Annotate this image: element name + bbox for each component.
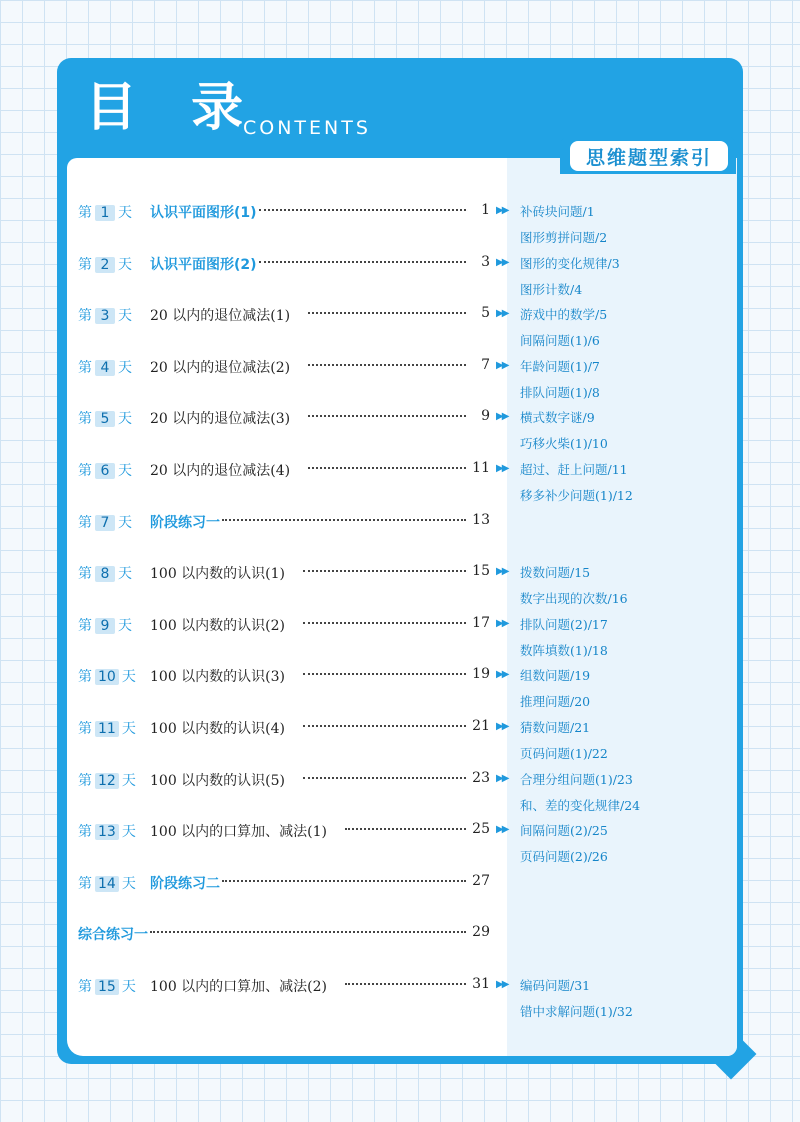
index-entry[interactable]: 超过、赶上问题/11 bbox=[520, 462, 628, 477]
day-prefix: 第 bbox=[78, 205, 92, 221]
day-prefix: 第 bbox=[78, 618, 92, 634]
day-suffix: 天 bbox=[118, 411, 132, 427]
day-suffix: 天 bbox=[118, 257, 132, 273]
index-entry[interactable]: 拨数问题/15 bbox=[520, 565, 591, 580]
toc-row[interactable] bbox=[0, 198, 800, 245]
page-number: 19 bbox=[472, 666, 490, 682]
toc-title[interactable]: 100 以内的口算加、减法(1) bbox=[150, 824, 328, 840]
index-entry[interactable]: 数字出现的次数/16 bbox=[520, 590, 628, 606]
day-number: 13 bbox=[95, 824, 119, 840]
leader-dots bbox=[222, 519, 466, 521]
toc-row[interactable] bbox=[0, 766, 800, 813]
toc-row[interactable] bbox=[0, 869, 800, 895]
index-entry[interactable]: 横式数字谜/9 bbox=[520, 410, 595, 425]
day-label bbox=[78, 254, 132, 274]
toc-row[interactable] bbox=[0, 714, 800, 761]
page-number: 21 bbox=[472, 718, 490, 734]
index-entry[interactable]: 图形计数/4 bbox=[520, 281, 583, 297]
index-entry[interactable]: 巧移火柴(1)/10 bbox=[520, 435, 608, 451]
day-prefix: 第 bbox=[78, 515, 92, 531]
toc-title[interactable]: 20 以内的退位减法(2) bbox=[150, 360, 291, 376]
leader-dots bbox=[303, 673, 466, 675]
day-suffix: 天 bbox=[121, 773, 136, 789]
toc-title[interactable]: 阶段练习一 bbox=[150, 515, 220, 531]
day-number: 3 bbox=[95, 308, 115, 324]
day-number: 14 bbox=[95, 876, 119, 892]
leader-dots bbox=[308, 312, 466, 314]
day-prefix: 第 bbox=[78, 463, 92, 479]
arrow-icon: ▶▶ bbox=[496, 205, 508, 216]
page-number: 7 bbox=[481, 357, 490, 373]
day-suffix: 天 bbox=[121, 669, 136, 685]
index-entry[interactable]: 移多补少问题(1)/12 bbox=[520, 487, 633, 503]
index-entry[interactable]: 推理问题/20 bbox=[520, 693, 591, 709]
leader-dots bbox=[259, 261, 466, 263]
page-number: 11 bbox=[472, 460, 490, 476]
index-entry[interactable]: 和、差的变化规律/24 bbox=[520, 797, 641, 813]
arrow-icon: ▶▶ bbox=[496, 721, 508, 732]
day-suffix: 天 bbox=[121, 979, 136, 995]
arrow-icon: ▶▶ bbox=[496, 824, 508, 835]
arrow-icon: ▶▶ bbox=[496, 773, 508, 784]
toc-title[interactable]: 认识平面图形(2) bbox=[150, 257, 257, 273]
index-entry[interactable]: 数阵填数(1)/18 bbox=[520, 642, 608, 658]
leader-dots bbox=[303, 570, 466, 572]
day-number: 10 bbox=[95, 669, 119, 685]
index-entry[interactable]: 图形剪拼问题/2 bbox=[520, 229, 608, 245]
page-number: 1 bbox=[481, 202, 490, 218]
day-label bbox=[78, 615, 132, 635]
leader-dots bbox=[308, 364, 466, 366]
page-number: 5 bbox=[481, 305, 490, 321]
day-label bbox=[78, 460, 132, 480]
toc-title[interactable]: 100 以内的口算加、减法(2) bbox=[150, 979, 328, 995]
toc-row[interactable] bbox=[0, 972, 800, 1019]
index-entry[interactable]: 编码问题/31 bbox=[520, 978, 591, 993]
toc-row[interactable] bbox=[0, 250, 800, 297]
day-number: 9 bbox=[95, 618, 115, 634]
toc-title[interactable]: 100 以内数的认识(3) bbox=[150, 669, 286, 685]
leader-dots bbox=[345, 983, 466, 985]
day-number: 15 bbox=[95, 979, 119, 995]
index-entry[interactable]: 游戏中的数学/5 bbox=[520, 307, 608, 322]
toc-row[interactable] bbox=[0, 353, 800, 400]
leader-dots bbox=[303, 725, 466, 727]
toc-row[interactable] bbox=[0, 920, 800, 946]
day-number: 8 bbox=[95, 566, 115, 582]
toc-title[interactable]: 20 以内的退位减法(1) bbox=[150, 308, 291, 324]
day-suffix: 天 bbox=[118, 205, 132, 221]
day-suffix: 天 bbox=[118, 618, 132, 634]
toc-title[interactable]: 100 以内数的认识(5) bbox=[150, 773, 286, 789]
leader-dots bbox=[303, 622, 466, 624]
index-entry[interactable]: 间隔问题(1)/6 bbox=[520, 332, 600, 348]
day-prefix: 第 bbox=[78, 308, 92, 324]
toc-row[interactable] bbox=[0, 559, 800, 606]
day-suffix: 天 bbox=[118, 463, 132, 479]
page-number: 27 bbox=[472, 873, 490, 889]
page-number: 25 bbox=[472, 821, 490, 837]
day-suffix: 天 bbox=[118, 566, 132, 582]
day-number: 11 bbox=[95, 721, 119, 737]
day-label bbox=[78, 512, 132, 532]
arrow-icon: ▶▶ bbox=[496, 360, 508, 371]
day-prefix: 第 bbox=[78, 979, 92, 995]
index-entry[interactable]: 页码问题(1)/22 bbox=[520, 745, 608, 761]
day-prefix: 第 bbox=[78, 876, 92, 892]
toc-row[interactable] bbox=[0, 817, 800, 864]
day-prefix: 第 bbox=[78, 773, 92, 789]
arrow-icon: ▶▶ bbox=[496, 618, 508, 629]
day-number: 5 bbox=[95, 411, 115, 427]
day-suffix: 天 bbox=[121, 824, 136, 840]
arrow-icon: ▶▶ bbox=[496, 463, 508, 474]
day-number: 1 bbox=[95, 205, 115, 221]
day-label bbox=[78, 821, 136, 841]
toc-row[interactable] bbox=[0, 611, 800, 658]
leader-dots bbox=[308, 467, 466, 469]
page-number: 15 bbox=[472, 563, 490, 579]
day-prefix: 第 bbox=[78, 360, 92, 376]
index-entry[interactable]: 间隔问题(2)/25 bbox=[520, 823, 608, 838]
arrow-icon: ▶▶ bbox=[496, 566, 508, 577]
leader-dots bbox=[345, 828, 466, 830]
day-prefix: 第 bbox=[78, 257, 92, 273]
arrow-icon: ▶▶ bbox=[496, 979, 508, 990]
page-title: 目 录 bbox=[85, 78, 262, 138]
index-entry[interactable]: 排队问题(1)/8 bbox=[520, 384, 600, 400]
day-label bbox=[78, 305, 132, 325]
page-number: 29 bbox=[472, 924, 490, 940]
toc-row[interactable] bbox=[0, 662, 800, 709]
arrow-icon: ▶▶ bbox=[496, 669, 508, 680]
leader-dots bbox=[222, 880, 466, 882]
index-entry[interactable]: 猜数问题/21 bbox=[520, 720, 591, 735]
index-entry[interactable]: 补砖块问题/1 bbox=[520, 204, 595, 219]
leader-dots bbox=[150, 931, 466, 933]
day-label bbox=[78, 666, 136, 686]
day-prefix: 第 bbox=[78, 566, 92, 582]
arrow-icon: ▶▶ bbox=[496, 257, 508, 268]
day-prefix: 第 bbox=[78, 411, 92, 427]
day-prefix: 第 bbox=[78, 824, 92, 840]
toc-row[interactable] bbox=[0, 508, 800, 534]
toc-row[interactable] bbox=[0, 404, 800, 451]
arrow-icon: ▶▶ bbox=[496, 411, 508, 422]
toc-title[interactable]: 100 以内数的认识(2) bbox=[150, 618, 286, 634]
day-label bbox=[78, 770, 136, 790]
page-subtitle: CONTENTS bbox=[243, 117, 371, 139]
index-entry[interactable]: 组数问题/19 bbox=[520, 668, 591, 683]
day-label bbox=[78, 873, 136, 893]
leader-dots bbox=[259, 209, 466, 211]
day-label bbox=[78, 976, 136, 996]
page-number: 9 bbox=[481, 408, 490, 424]
leader-dots bbox=[308, 415, 466, 417]
toc-title[interactable]: 阶段练习二 bbox=[150, 876, 220, 892]
day-number: 2 bbox=[95, 257, 115, 273]
day-suffix: 天 bbox=[121, 721, 136, 737]
toc-title[interactable]: 综合练习一 bbox=[78, 927, 148, 943]
day-suffix: 天 bbox=[118, 360, 132, 376]
day-label bbox=[78, 718, 136, 738]
day-label bbox=[78, 202, 132, 222]
toc-title[interactable]: 100 以内数的认识(1) bbox=[150, 566, 286, 582]
toc-title[interactable]: 100 以内数的认识(4) bbox=[150, 721, 286, 737]
day-number: 6 bbox=[95, 463, 115, 479]
day-suffix: 天 bbox=[118, 515, 132, 531]
day-suffix: 天 bbox=[118, 308, 132, 324]
day-number: 7 bbox=[95, 515, 115, 531]
page-number: 3 bbox=[481, 254, 490, 270]
index-entry[interactable]: 错中求解问题(1)/32 bbox=[520, 1003, 633, 1019]
day-suffix: 天 bbox=[121, 876, 136, 892]
day-prefix: 第 bbox=[78, 669, 92, 685]
day-number: 12 bbox=[95, 773, 119, 789]
leader-dots bbox=[303, 777, 466, 779]
index-entry[interactable]: 年龄问题(1)/7 bbox=[520, 359, 600, 374]
toc-title[interactable]: 20 以内的退位减法(3) bbox=[150, 411, 291, 427]
index-entry[interactable]: 排队问题(2)/17 bbox=[520, 617, 608, 632]
page-number: 31 bbox=[472, 976, 490, 992]
day-label bbox=[78, 563, 132, 583]
page-number: 13 bbox=[472, 512, 490, 528]
day-label bbox=[78, 357, 132, 377]
arrow-icon: ▶▶ bbox=[496, 308, 508, 319]
index-heading: 思维题型索引 bbox=[570, 141, 728, 171]
day-number: 4 bbox=[95, 360, 115, 376]
index-entry[interactable]: 合理分组问题(1)/23 bbox=[520, 772, 633, 787]
toc-title[interactable]: 20 以内的退位减法(4) bbox=[150, 463, 291, 479]
toc-title[interactable]: 认识平面图形(1) bbox=[150, 205, 257, 221]
page-number: 17 bbox=[472, 615, 490, 631]
page-number: 23 bbox=[472, 770, 490, 786]
toc-row[interactable] bbox=[0, 456, 800, 503]
day-label bbox=[78, 408, 132, 428]
toc-row[interactable] bbox=[0, 301, 800, 348]
day-prefix: 第 bbox=[78, 721, 92, 737]
index-entry[interactable]: 图形的变化规律/3 bbox=[520, 256, 620, 271]
index-entry[interactable]: 页码问题(2)/26 bbox=[520, 848, 608, 864]
